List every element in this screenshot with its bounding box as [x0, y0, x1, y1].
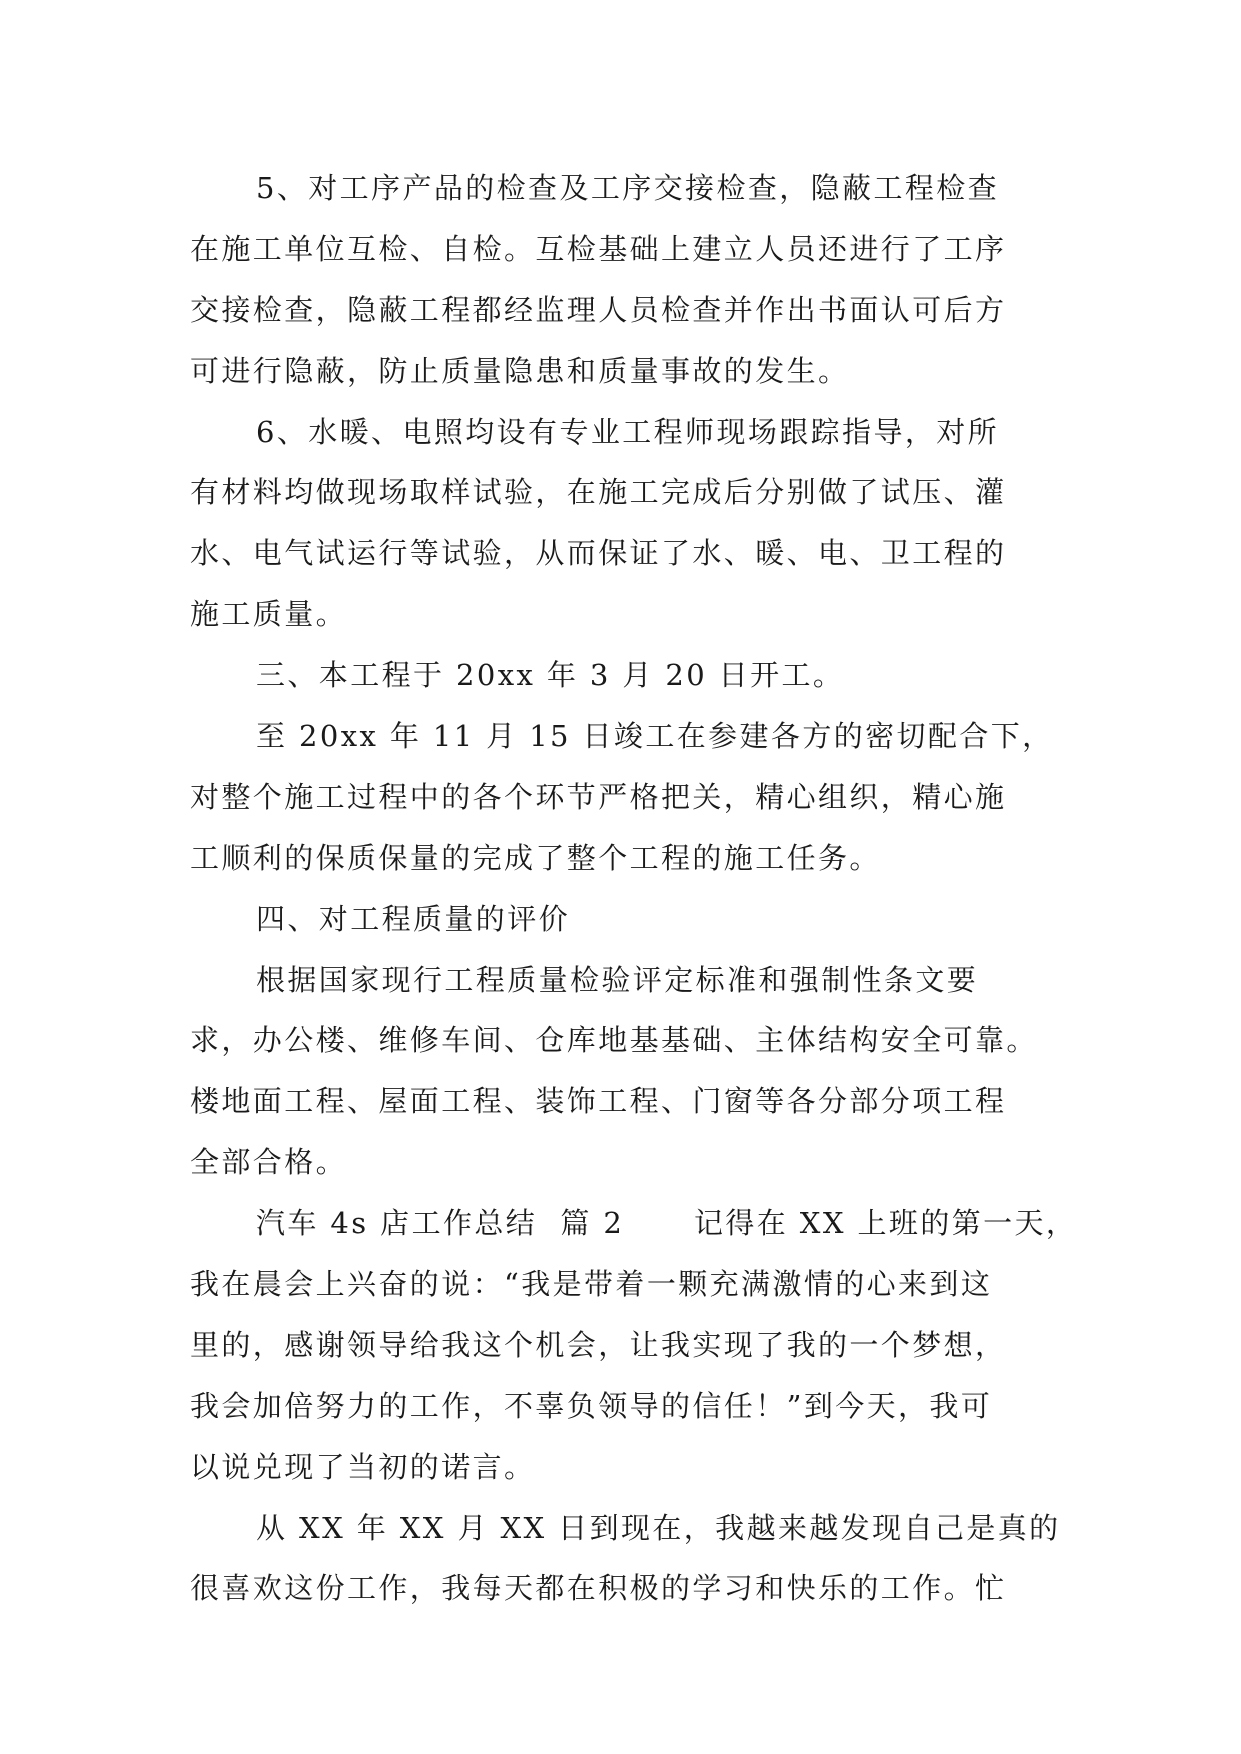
text-line: 工顺利的保质保量的完成了整个工程的施工任务。 — [190, 840, 881, 875]
text-line: 水、电气试运行等试验，从而保证了水、暖、电、卫工程的 — [190, 536, 1007, 571]
section-heading: 四、对工程质量的评价 — [256, 901, 571, 936]
text-line: 楼地面工程、屋面工程、装饰工程、门窗等各分部分项工程 — [190, 1084, 1007, 1119]
text-line: 施工质量。 — [190, 597, 348, 632]
text-line: 以说兑现了当初的诺言。 — [190, 1449, 536, 1484]
text-line: 很喜欢这份工作，我每天都在积极的学习和快乐的工作。忙 — [190, 1571, 1007, 1606]
text-line: 求，办公楼、维修车间、仓库地基基础、主体结构安全可靠。 — [190, 1023, 1038, 1058]
text-line: 有材料均做现场取样试验，在施工完成后分别做了试压、灌 — [190, 475, 1007, 510]
text-line: 全部合格。 — [190, 1145, 348, 1180]
document-body — [190, 158, 1078, 1619]
text-line: 在施工单位互检、自检。互检基础上建立人员还进行了工序 — [190, 231, 1007, 266]
text-line: 交接检查，隐蔽工程都经监理人员检查并作出书面认可后方 — [190, 292, 1007, 327]
text-line: 根据国家现行工程质量检验评定标准和强制性条文要 — [256, 962, 979, 997]
text-line: 从 XX 年 XX 月 XX 日到现在，我越来越发现自己是真的 — [256, 1510, 1061, 1545]
text-line: 6、水暖、电照均设有专业工程师现场跟踪指导，对所 — [256, 414, 1000, 449]
text-line: 三、本工程于 20xx 年 3 月 20 日开工。 — [256, 658, 845, 693]
text-line: 可进行隐蔽，防止质量隐患和质量事故的发生。 — [190, 353, 850, 388]
text-line: 里的，感谢领导给我这个机会，让我实现了我的一个梦想， — [190, 1327, 1007, 1362]
text-line: 至 20xx 年 11 月 15 日竣工在参建各方的密切配合下， — [256, 719, 1054, 754]
text-line: 对整个施工过程中的各个环节严格把关，精心组织，精心施 — [190, 779, 1007, 814]
text-line: 5、对工序产品的检查及工序交接检查，隐蔽工程检查 — [256, 171, 1000, 205]
text-line: 我在晨会上兴奋的说：“我是带着一颗充满激情的心来到这 — [190, 1267, 993, 1302]
text-line: 汽车 4s 店工作总结 篇 2 记得在 XX 上班的第一天， — [256, 1206, 1078, 1241]
text-line: 我会加倍努力的工作，不辜负领导的信任！”到今天，我可 — [190, 1388, 993, 1423]
